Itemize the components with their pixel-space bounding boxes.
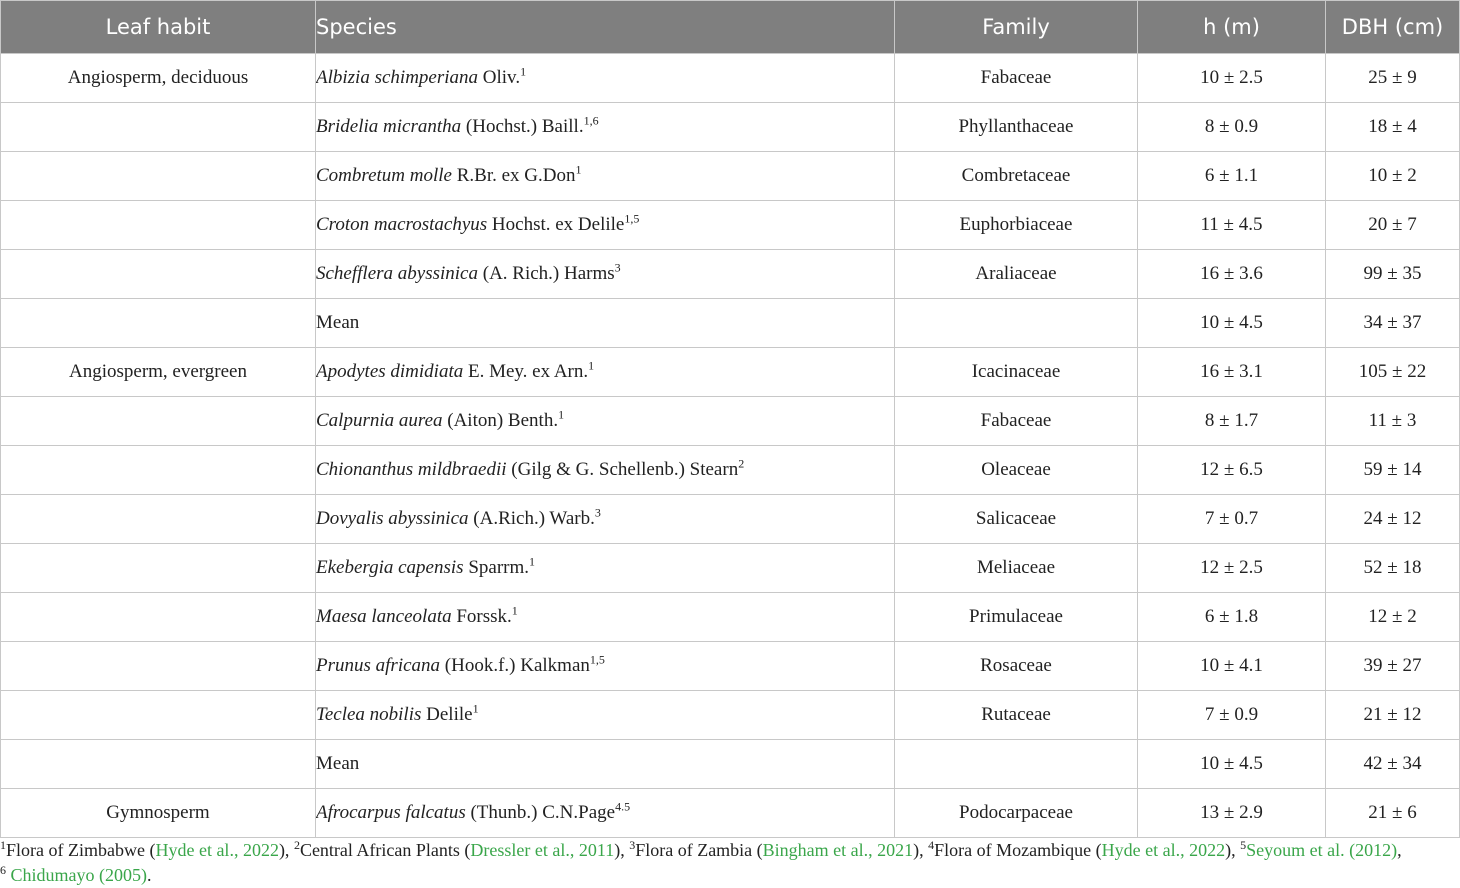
species-cell (316, 691, 895, 740)
species-footnote-ref: 4.5 (615, 799, 631, 814)
footnote-6-marker: 6 (0, 863, 6, 877)
leaf-habit-cell (1, 299, 316, 348)
table-row (1, 593, 1460, 642)
height-cell: 11 ± 4.5 (1138, 201, 1326, 250)
height-cell: 10 ± 2.5 (1138, 54, 1326, 103)
species-name: Schefflera abyssinica (316, 263, 478, 284)
family-cell: Rutaceae (895, 691, 1138, 740)
species-footnote-ref: 3 (614, 260, 621, 275)
height-cell: 7 ± 0.7 (1138, 495, 1326, 544)
family-cell: Euphorbiaceae (895, 201, 1138, 250)
header-height: h (m) (1138, 1, 1326, 54)
species-name: Chionanthus mildbraedii (316, 459, 507, 480)
height-cell: 10 ± 4.5 (1138, 299, 1326, 348)
species-cell (316, 446, 895, 495)
footnote-3-text: Flora of Zambia ( (635, 840, 763, 860)
table-row (1, 103, 1460, 152)
species-footnote-ref: 1,5 (589, 652, 605, 667)
leaf-habit-cell (1, 495, 316, 544)
species-name: Albizia schimperiana (316, 67, 479, 88)
species-footnote-ref: 1 (520, 64, 527, 79)
dbh-cell: 52 ± 18 (1326, 544, 1460, 593)
dbh-cell: 10 ± 2 (1326, 152, 1460, 201)
table-row (1, 789, 1460, 838)
species-authority: R.Br. ex G.Don (456, 165, 576, 186)
height-cell: 7 ± 0.9 (1138, 691, 1326, 740)
species-authority: (Aiton) Benth. (447, 410, 559, 431)
height-cell: 8 ± 1.7 (1138, 397, 1326, 446)
table-row (1, 446, 1460, 495)
family-cell: Combretaceae (895, 152, 1138, 201)
family-cell: Araliaceae (895, 250, 1138, 299)
footnote-5-marker: 5 (1240, 838, 1247, 852)
family-cell: Oleaceae (895, 446, 1138, 495)
species-cell (316, 544, 895, 593)
species-footnote-ref: 1,6 (583, 113, 599, 128)
dbh-cell: 24 ± 12 (1326, 495, 1460, 544)
footnote-2-link[interactable]: Dressler et al., 2011 (470, 840, 615, 860)
table-row (1, 250, 1460, 299)
dbh-cell: 34 ± 37 (1326, 299, 1460, 348)
species-authority: Delile (426, 704, 473, 725)
footnote-4-text: Flora of Mozambique ( (934, 840, 1102, 860)
footnote-4-marker: 4 (928, 838, 935, 852)
dbh-cell: 99 ± 35 (1326, 250, 1460, 299)
leaf-habit-cell (1, 446, 316, 495)
table-row (1, 299, 1460, 348)
species-cell (316, 152, 895, 201)
height-cell: 12 ± 2.5 (1138, 544, 1326, 593)
footnote-1-sep: ), (278, 840, 294, 860)
table-body (1, 54, 1460, 838)
family-cell: Meliaceae (895, 544, 1138, 593)
species-cell (316, 789, 895, 838)
species-authority: E. Mey. ex Arn. (467, 361, 589, 382)
species-authority: (Thunb.) C.N.Page (470, 802, 616, 823)
species-name: Bridelia micrantha (316, 116, 462, 137)
leaf-habit-cell (1, 642, 316, 691)
table-row (1, 740, 1460, 789)
species-footnote-ref: 1 (558, 407, 565, 422)
leaf-habit-cell (1, 691, 316, 740)
family-cell (895, 299, 1138, 348)
species-cell (316, 54, 895, 103)
leaf-habit-cell (1, 103, 316, 152)
header-family: Family (895, 1, 1138, 54)
species-footnote-ref: 1 (575, 162, 582, 177)
dbh-cell: 42 ± 34 (1326, 740, 1460, 789)
species-name: Afrocarpus falcatus (316, 802, 466, 823)
leaf-habit-cell: Angiosperm, evergreen (1, 348, 316, 397)
species-authority: Mean (316, 753, 360, 774)
species-cell (316, 495, 895, 544)
species-cell (316, 397, 895, 446)
species-footnote-ref: 1,5 (624, 211, 640, 226)
header-row (1, 1, 1460, 54)
species-footnote-ref: 1 (472, 701, 479, 716)
species-cell (316, 740, 895, 789)
footnote-5-sep: , (1397, 840, 1402, 860)
species-authority: (A.Rich.) Warb. (473, 508, 595, 529)
leaf-habit-cell (1, 152, 316, 201)
dbh-cell: 25 ± 9 (1326, 54, 1460, 103)
family-cell: Fabaceae (895, 54, 1138, 103)
footnote-4-sep: ), (1225, 840, 1241, 860)
height-cell: 12 ± 6.5 (1138, 446, 1326, 495)
leaf-habit-cell (1, 593, 316, 642)
table-row (1, 642, 1460, 691)
leaf-habit-cell: Angiosperm, deciduous (1, 54, 316, 103)
family-cell: Phyllanthaceae (895, 103, 1138, 152)
species-footnote-ref: 2 (738, 456, 745, 471)
species-authority: Hochst. ex Delile (491, 214, 625, 235)
species-name: Croton macrostachyus (316, 214, 488, 235)
species-authority: (Hochst.) Baill. (465, 116, 584, 137)
species-name: Dovyalis abyssinica (316, 508, 469, 529)
species-cell (316, 642, 895, 691)
footnote-1-text: Flora of Zimbabwe ( (6, 840, 156, 860)
family-cell: Fabaceae (895, 397, 1138, 446)
height-cell: 10 ± 4.1 (1138, 642, 1326, 691)
table-row (1, 495, 1460, 544)
dbh-cell: 21 ± 6 (1326, 789, 1460, 838)
footnote-2-text: Central African Plants ( (299, 840, 471, 860)
table-row (1, 54, 1460, 103)
species-cell (316, 103, 895, 152)
height-cell: 16 ± 3.1 (1138, 348, 1326, 397)
height-cell: 8 ± 0.9 (1138, 103, 1326, 152)
footnote-6-link[interactable]: Chidumayo (2005) (10, 865, 147, 885)
footnote-4-link[interactable]: Hyde et al., 2022 (1101, 840, 1226, 860)
leaf-habit-cell (1, 740, 316, 789)
footnote-2-marker: 2 (293, 838, 300, 852)
species-name: Ekebergia capensis (316, 557, 464, 578)
footnote-1-marker: 1 (0, 838, 6, 852)
family-cell: Podocarpaceae (895, 789, 1138, 838)
species-footnote-ref: 3 (594, 505, 601, 520)
species-cell (316, 250, 895, 299)
footnotes (0, 838, 1460, 888)
species-footnote-ref: 1 (529, 554, 535, 569)
family-cell (895, 740, 1138, 789)
species-cell (316, 593, 895, 642)
height-cell: 6 ± 1.8 (1138, 593, 1326, 642)
species-cell (316, 348, 895, 397)
dbh-cell: 21 ± 12 (1326, 691, 1460, 740)
dbh-cell: 59 ± 14 (1326, 446, 1460, 495)
footnote-6-sep: . (147, 865, 152, 885)
species-authority: Mean (316, 312, 360, 333)
species-cell (316, 299, 895, 348)
footnote-3-marker: 3 (629, 838, 636, 852)
species-name: Maesa lanceolata (316, 606, 452, 627)
species-cell (316, 201, 895, 250)
header-leaf-habit: Leaf habit (1, 1, 316, 54)
table-row (1, 544, 1460, 593)
family-cell: Primulaceae (895, 593, 1138, 642)
leaf-habit-cell (1, 397, 316, 446)
species-name: Calpurnia aurea (316, 410, 443, 431)
species-name: Prunus africana (316, 655, 441, 676)
species-authority: (A. Rich.) Harms (482, 263, 615, 284)
dbh-cell: 18 ± 4 (1326, 103, 1460, 152)
table-row (1, 691, 1460, 740)
height-cell: 16 ± 3.6 (1138, 250, 1326, 299)
family-cell: Rosaceae (895, 642, 1138, 691)
table-row (1, 201, 1460, 250)
leaf-habit-cell (1, 544, 316, 593)
species-name: Combretum molle (316, 165, 452, 186)
dbh-cell: 39 ± 27 (1326, 642, 1460, 691)
species-name: Teclea nobilis (316, 704, 422, 725)
header-species: Species (316, 1, 895, 54)
leaf-habit-cell (1, 201, 316, 250)
family-cell: Icacinaceae (895, 348, 1138, 397)
header-dbh: DBH (cm) (1326, 1, 1460, 54)
leaf-habit-cell: Gymnosperm (1, 789, 316, 838)
table-row (1, 152, 1460, 201)
species-authority: Forssk. (456, 606, 512, 627)
table-row (1, 397, 1460, 446)
family-cell: Salicaceae (895, 495, 1138, 544)
height-cell: 10 ± 4.5 (1138, 740, 1326, 789)
species-authority: (Hook.f.) Kalkman (444, 655, 590, 676)
table-row (1, 348, 1460, 397)
footnote-3-link[interactable]: Bingham et al., 2021 (762, 840, 914, 860)
footnote-2-sep: ), (614, 840, 630, 860)
dbh-cell: 105 ± 22 (1326, 348, 1460, 397)
species-authority: Oliv. (482, 67, 521, 88)
species-authority: (Gilg & G. Schellenb.) Stearn (511, 459, 739, 480)
footnote-1-link[interactable]: Hyde et al., 2022 (155, 840, 279, 860)
height-cell: 6 ± 1.1 (1138, 152, 1326, 201)
height-cell: 13 ± 2.9 (1138, 789, 1326, 838)
species-authority: Sparrm. (468, 557, 529, 578)
species-name: Apodytes dimidiata (316, 361, 464, 382)
dbh-cell: 12 ± 2 (1326, 593, 1460, 642)
species-footnote-ref: 1 (511, 603, 518, 618)
species-footnote-ref: 1 (588, 358, 595, 373)
dbh-cell: 20 ± 7 (1326, 201, 1460, 250)
leaf-habit-cell (1, 250, 316, 299)
footnote-5-link[interactable]: Seyoum et al. (2012) (1246, 840, 1398, 860)
footnote-3-sep: ), (913, 840, 929, 860)
dbh-cell: 11 ± 3 (1326, 397, 1460, 446)
